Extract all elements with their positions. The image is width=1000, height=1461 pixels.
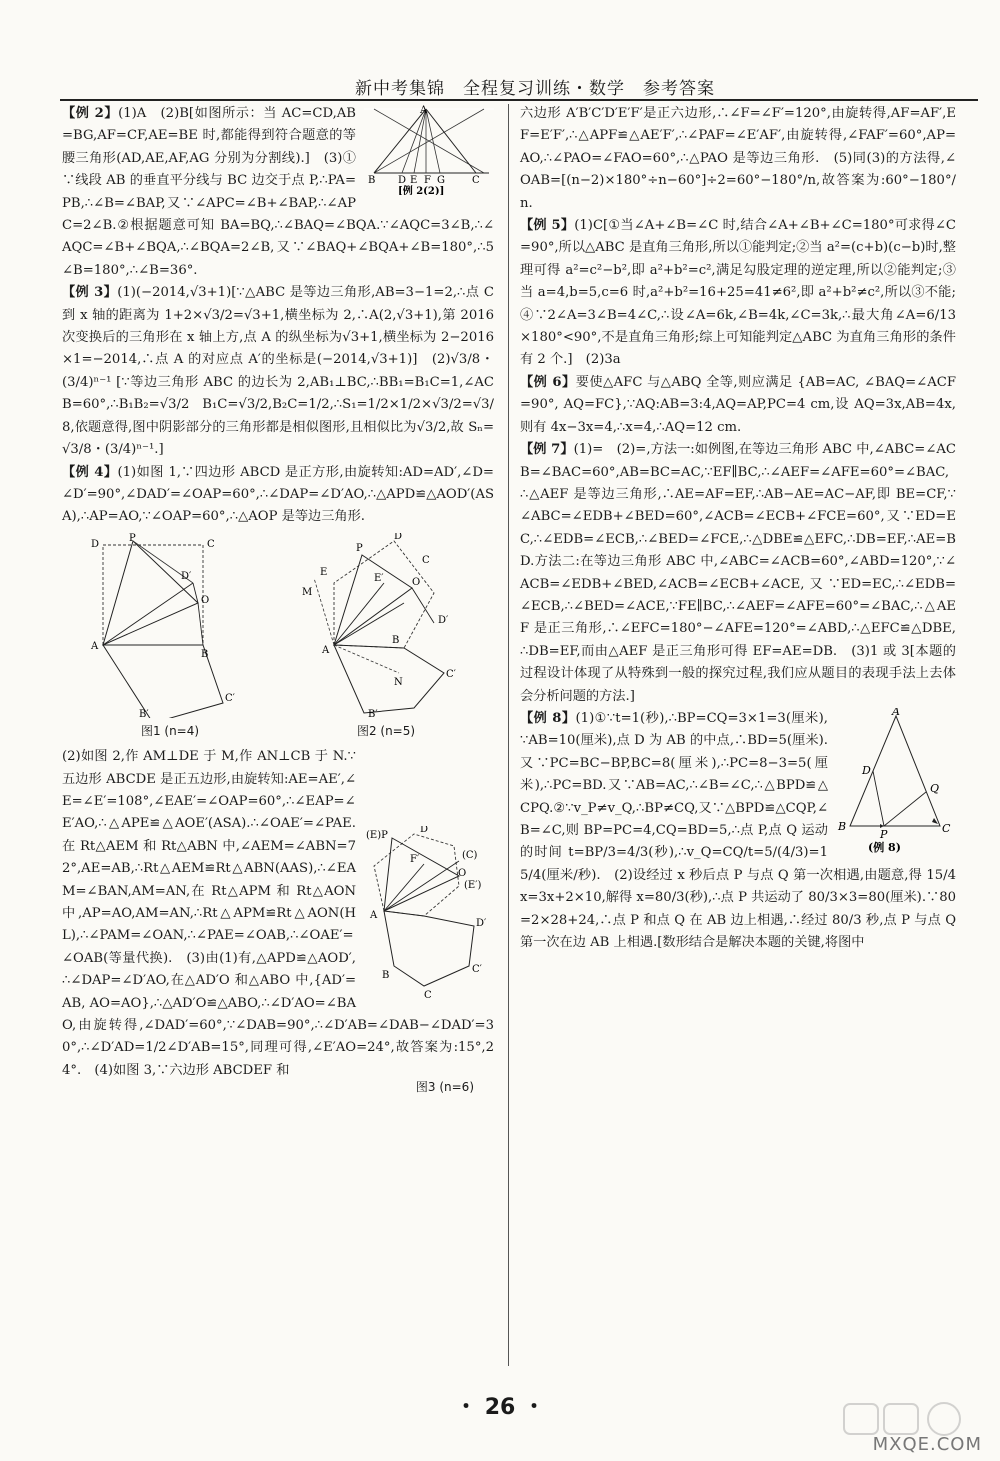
fig8-label-c: C <box>942 821 951 835</box>
fig2-label-b: B <box>368 175 376 186</box>
example-4-label: 【例 4】 <box>62 464 118 480</box>
fig2-label-b-prime: B′ <box>367 708 378 718</box>
fig8-label-p: P <box>880 827 888 841</box>
fig3-label-ep: (E)P <box>366 830 388 842</box>
fig3-label-c: C <box>424 990 432 1002</box>
fig2-label-e: E <box>319 566 327 578</box>
header-rule <box>60 99 978 101</box>
example-5-label: 【例 5】 <box>520 218 575 234</box>
fig2-label-d: D <box>393 532 402 542</box>
fig1-label-o: O <box>200 594 209 606</box>
fig2-label-c: C <box>421 554 430 566</box>
fig3-label-d: D <box>420 826 429 836</box>
fig3-label-o: O <box>458 868 467 880</box>
example-6-label: 【例 6】 <box>520 374 576 390</box>
right-column <box>520 103 956 954</box>
example-7-text: (1)= (2)=,方法一:如例图,在等边三角形 ABC 中,∠ABC=∠ACB=∠BAC=60°,AB=BC=AC,∵EF∥BC,∴∠AEF=∠AFE=60°=∠BAC,∴△AEF 是等边三角形,∴AE=AF=EF,∴AB−AE=AC−AF,即 BE=CF,∵∠ABC=∠EDB+∠BED=60°,∠ACB=∠ECB+∠FCE=60°,又∵ED=EC,∴∠EDB=∠ECB,∴∠BED=∠FCE,∴△DBE≌△EFC,∴DB=EF,∴AE=BD.方法二:在等边三角形 ABC 中,∠ABC=∠ACB=60°,∠ABD=120°,∵∠ACB=∠EDB+∠BED,∠ACB=∠ECB+∠ACE,又∵ED=EC,∴∠EDB=∠ECB,∴∠BED=∠ACE,∵FE∥BC,∴∠AEF=∠AFE=60°=∠BAC,∴△AEF 是正三角形,∴∠EFC=180°−∠AFE=120°=∠ABD,∴△EFC≌△DBE,∴DB=EF,而由△AEF 是正三角形可得 EF=AE=DB. (3)1 或 3[本题的过程设计体现了从特殊到一般的探究过程,我们应从题目的表现手法上去体会分析问题的方法.] <box>520 442 956 704</box>
fig2-label-g: G <box>437 175 445 186</box>
figure-1-caption: 图1 (n=4) <box>140 723 200 738</box>
figure-example-2 <box>364 103 494 195</box>
fig1-label-b: B <box>200 648 208 660</box>
fig2-label-o: O <box>411 576 420 588</box>
fig1-label-a: A <box>90 640 98 652</box>
figure-1-square <box>83 533 253 718</box>
fig8-label-d: D <box>862 763 871 777</box>
fig3-label-d-prime: D′ <box>476 918 487 930</box>
figure-2-caption: 图2 (n=5) <box>356 723 416 738</box>
fig3-label-e-prime: (E′) <box>464 880 482 892</box>
fig2-label-c: C <box>472 175 480 186</box>
figures-1-2 <box>62 533 494 718</box>
fig1-label-d-prime: D′ <box>180 570 191 582</box>
example-8-text: (1)①∵t=1(秒),∴BP=CQ=3×1=3(厘米),∵AB=10(厘米),点 D 为 AB 的中点,∴BD=5(厘米).又∵PC=BC−BP,BC=8(厘米),∴PC=8−3=5(厘米),∴PC=BD.又∵AB=AC,∴∠B=∠C,∴△BPD≌△CPQ.②∵v_P≠v_Q,∴BP≠CQ,又∵△BPD≌△CQP,∠B=∠C,则 BP=PC=4,CQ=BD=5,∴点 P,点 Q 运动的时间 t=BP/3=4/3(秒),∴v_Q=CQ/t=5/(4/3)=15/4(厘米/秒). (2)设经过 x 秒后点 P 与点 Q 第一次相遇,由题意,得 15/4 x=3x+2×10,解得 x=80/3(秒),∴点 P 共运动了 80/3×3=80(厘米).∵80=2×28+24,∴点 P 和点 Q 在 AB 边上相遇,∴经过 80/3 秒,点 P 与点 Q 第一次在边 AB 上相遇.[数形结合是解决本题的关键,将图中 <box>520 710 956 951</box>
example-4-text-part2: (2)如图 2,作 AM⊥DE 于 M,作 AN⊥CB 于 N.∵五边形 ABCDE 是正五边形,由旋转知:AE=AE′,∠E=∠E′=108°,∠EAE′=∠OAP=60°,∴∠EAP=∠E′AO,∴△APE≌△AOE′(ASA).∴∠OAE′=∠PAE.在 Rt△AEM 和 Rt△ABN 中,∠AEM=∠ABN=72°,AE=AB,∴Rt△AEM≌Rt△ABN(AAS),∴∠EAM=∠BAN,AM=AN,在 Rt△APM 和 Rt△AON 中,AP=AO,AM=AN,∴Rt△APM≌Rt△AON(HL),∴∠PAM=∠OAN,∴∠PAE=∠OAB,∴∠OAE′=∠OAB(等量代换). (3)由(1)有,△APD≌△AOD′,∴∠DAP=∠D′AO,在△AD′O 和△ABO 中,{AD′=AB, AO=AO},∴△AD′O≌△ABO,∴∠D′AO=∠BAO,由旋转得,∠DAD′=60°,∵∠DAB=90°,∴∠D′AB=∠DAB−∠DAD′=30°,∴∠D′AD=1/2∠D′AB=15°,同理可得,∠E′AO=24°,故答案为:15°,24°. (4)如图 3,∵六边形 ABCDEF 和 <box>62 749 494 1078</box>
figure-example-8 <box>836 708 956 854</box>
fig2-label-f: F <box>424 175 431 186</box>
page-number: ・ 26 ・ <box>455 1395 545 1420</box>
fig1-label-d: D <box>90 538 99 550</box>
fig2-label-a: A <box>321 644 329 656</box>
figure-3-hexagon <box>364 826 494 1004</box>
example-2-text: (1)A (2)B[如图所示：当 AC=CD,AB=BG,AF=CF,AE=BE 时,都能得到符合题意的等腰三角形(AD,AE,AF,AG 分别为分割线).] (3)①∵线段 AB 的垂直平分线与 BC 边交于点 P,∴PA=PB,∴∠B=∠BAP,又∵∠APC=∠B+∠BAP,∴∠APC=2∠B.②根据题意可知 BA=BQ,∴∠BAQ=∠BQA.∵∠AQC=3∠B,∴∠AQC=∠B+∠BQA,∴∠BQA=2∠B,又∵∠BAQ+∠BQA+∠B=180°,∴5∠B=180°,∴∠B=36°. <box>62 106 494 278</box>
watermark-text: MXQE.COM <box>872 1434 982 1455</box>
fig2-label-d: D <box>398 175 407 186</box>
example-3 <box>62 282 494 461</box>
fig3-label-b: B <box>382 970 390 982</box>
fig8-label-a: A <box>892 707 900 718</box>
fig2-label-p: P <box>355 542 363 554</box>
figure-3-caption: 图3 (n=6) <box>415 1080 474 1095</box>
example-5 <box>520 215 956 372</box>
fig2-caption: [例 2(2)] <box>398 186 445 195</box>
example-5-text: (1)C[①当∠A+∠B=∠C 时,结合∠A+∠B+∠C=180°可求得∠C=90°,所以△ABC 是直角三角形,所以①能判定;②当 a²=(c+b)(c−b)时,整理可得 a²=c²−b²,即 a²+b²=c²,满足勾股定理的逆定理,所以②能判定;③当 a=4,b=5,c=6 时,a²+b²=16+25=41≠6²,即 a²+b²≠c²,所以③不能;④∵2∠A=3∠B=4∠C,∴设∠A=6k,∠B=4k,∠C=3k,∴最大角∠A=6/13×180°<90°,不是直角三角形;综上可知能判定△ABC 为直角三角形的条件有 2 个.] (2)3a <box>520 218 956 368</box>
example-3-label: 【例 3】 <box>62 285 118 301</box>
example-7 <box>520 439 956 708</box>
page-header: 新中考集锦 全程复习训练・数学 参考答案 <box>355 79 715 99</box>
fig2-label-b: B <box>391 634 399 646</box>
example-4-continued: 六边形 A′B′C′D′E′F′是正六边形,∴∠F=∠F′=120°,由旋转得,AF=AF′,EF=E′F′,∴△APF≌△AE′F′,∴∠PAF=∠E′AF′,由旋转得,∠FAF′=60°,AP=AO,∴∠PAO=∠FAO=60°,∴△PAO 是等边三角形. (5)同(3)的方法得,∠OAB=[(n−2)×180°÷n−60°]÷2=60°−180°/n,故答案为:60°−180°/n. <box>520 106 956 211</box>
fig2-label-d-prime: D′ <box>437 614 448 626</box>
fig3-label-c-prime: C′ <box>472 964 482 976</box>
fig3-label-a: A <box>370 910 378 922</box>
example-4 <box>62 462 494 1099</box>
example-8-label: 【例 8】 <box>520 710 576 726</box>
figure-2-pentagon <box>294 533 474 718</box>
example-6-text: 要使△AFC 与△ABQ 全等,则应满足 {AB=AC, ∠BAQ=∠ACF=90°, AQ=FC},∵AQ:AB=3:4,AQ=AP,PC=4 cm,设 AQ=3x,AB=4x,则有 4x−3x=4,∴x=4,∴AQ=12 cm. <box>520 374 956 435</box>
fig1-label-c: C <box>206 538 215 550</box>
fig2-label-n: N <box>393 676 403 688</box>
fig2-label-c-prime: C′ <box>445 668 456 680</box>
fig1-label-c-prime: C′ <box>224 692 235 704</box>
fig2-label-a: A <box>420 105 428 116</box>
example-4-text-part1: (1)如图 1,∵四边形 ABCD 是正方形,由旋转知:AD=AD′,∠D=∠D′=90°,∠DAD′=∠OAP=60°,∴∠DAP=∠D′AO,∴△APD≌△AOD′(ASA),∴AP=AO,∵∠OAP=60°,∴△AOP 是等边三角形. <box>62 464 494 525</box>
fig8-label-q: Q <box>930 781 940 795</box>
example-2 <box>62 103 494 282</box>
example-3-text: (1)(−2014,√3+1)[∵△ABC 是等边三角形,AB=3−1=2,∴点 C 到 x 轴的距离为 1+2×√3/2=√3+1,横坐标为 2,∴A(2,√3+1),第 2016 次变换后的三角形在 x 轴上方,点 A 的纵坐标为√3+1,横坐标为 2−2016×1=−2014,∴点 A 的对应点 A′的坐标是(−2014,√3+1)] (2)√3/8・(3/4)ⁿ⁻¹ [∵等边三角形 ABC 的边长为 2,AB₁⊥BC,∴BB₁=B₁C=1,∠ACB=60°,∴B₁B₂=√3/2 B₁C=√3/2,B₂C=1/2,∴S₁=1/2×1/2×√3/2=√3/8,依题意得,图中阴影部分的三角形都是相似图形,且相似比为√3/2,故 Sₙ=√3/8・(3/4)ⁿ⁻¹.] <box>62 285 494 458</box>
fig2-label-e-prime: E′ <box>373 572 384 584</box>
example-7-label: 【例 7】 <box>520 442 574 458</box>
example-6 <box>520 372 956 439</box>
example-2-label: 【例 2】 <box>62 106 119 121</box>
column-divider <box>508 104 509 1366</box>
fig2-label-m: M <box>301 586 312 598</box>
fig2-label-e: E <box>410 175 418 186</box>
fig3-label-f-prime: F′ <box>410 854 420 866</box>
fig3-label-c-paren: (C) <box>462 850 478 862</box>
fig1-label-b-prime: B′ <box>138 708 149 718</box>
left-column <box>62 103 494 1099</box>
fig8-label-b: B <box>838 819 847 833</box>
fig8-caption: (例 8) <box>868 840 901 854</box>
example-8 <box>520 708 956 954</box>
fig1-label-p: P <box>128 532 136 544</box>
figure-captions-1-2 <box>62 720 494 742</box>
